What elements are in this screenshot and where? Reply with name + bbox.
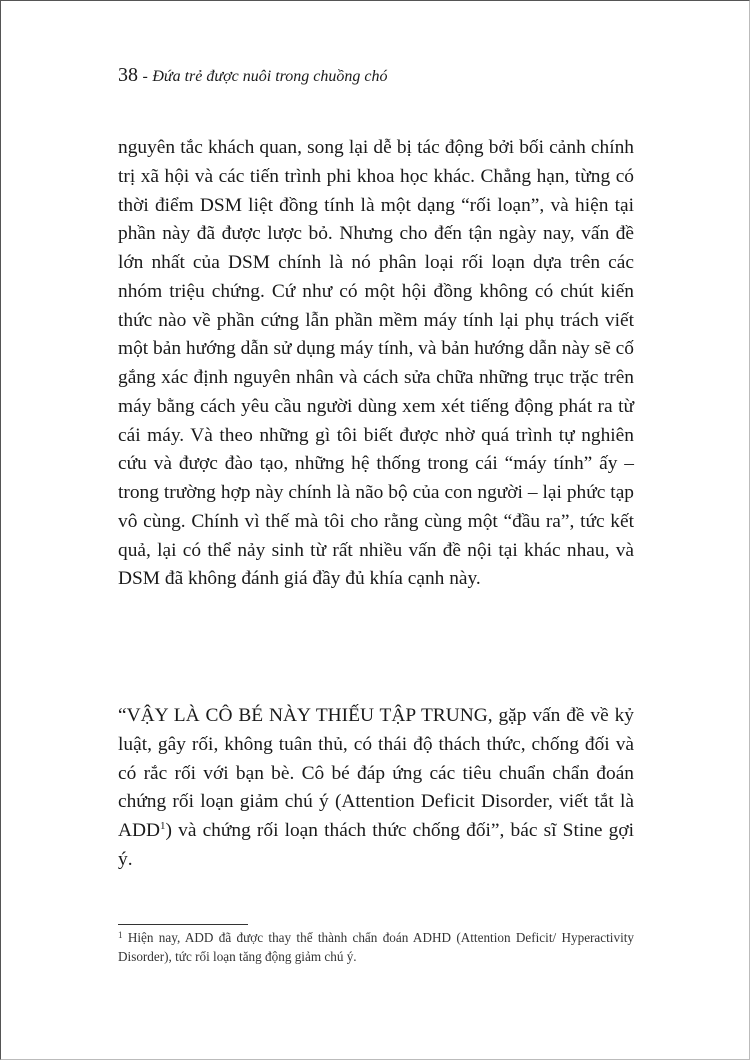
page-number: 38 <box>118 64 138 86</box>
footnote-text: Hiện nay, ADD đã được thay thế thành chẩn đoán ADHD (Attention Deficit/ Hyperactivity Disorder), tức rối loạn tăng động giảm chú ý. <box>118 930 634 964</box>
footnote-reference: 1 <box>160 820 166 832</box>
header-separator: - <box>142 68 148 85</box>
book-title: Đứa trẻ được nuôi trong chuồng chó <box>152 68 388 85</box>
footnote-number: 1 <box>118 930 123 940</box>
body-paragraph-1: nguyên tắc khách quan, song lại dễ bị tác động bởi bối cảnh chính trị xã hội và các tiến trình phi khoa học khác. Chẳng hạn, từng có thời điểm DSM liệt đồng tính là một dạng “rối loạn”, và hiện tại phần này đã được lược bỏ. Nhưng cho đến tận ngày nay, vấn đề lớn nhất của DSM chính là nó phân loại rối loạn dựa trên các nhóm triệu chứng. Cứ như có một hội đồng không có chút kiến thức nào về phần cứng lẫn phần mềm máy tính lại phụ trách viết một bản hướng dẫn sử dụng máy tính, và bản hướng dẫn này sẽ cố gắng xác định nguyên nhân và cách sửa chữa những trục trặc trên máy bằng cách yêu cầu người dùng xem xét tiếng động phát ra từ cái máy. Và theo những gì tôi biết được nhờ quá trình tự nghiên cứu và được đào tạo, những hệ thống trong cái “máy tính” ấy – trong trường hợp này chính là não bộ của con người – lại phức tạp vô cùng. Chính vì thế mà tôi cho rằng cùng một “đầu ra”, tức kết quả, lại có thể nảy sinh từ rất nhiều vấn đề nội tại khác nhau, và DSM đã không đánh giá đầy đủ khía cạnh này. <box>118 137 634 590</box>
footnote-divider <box>118 924 248 925</box>
footnote <box>118 928 634 966</box>
paragraph-2-text-end: ) và chứng rối loạn thách thức chống đối”, bác sĩ Stine gợi ý. <box>118 820 634 870</box>
running-header <box>118 64 387 87</box>
paragraph-2-text-start: “VẬY LÀ CÔ BÉ NÀY THIẾU TẬP TRUNG, gặp vấn đề về kỷ luật, gây rối, không tuân thủ, có thái độ thách thức, chống đối và có rắc rối với bạn bè. Cô bé đáp ứng các tiêu chuẩn chẩn đoán chứng rối loạn giảm chú ý (Attention Deficit Disorder, viết tắt là ADD <box>118 705 634 841</box>
body-paragraph-2 <box>118 702 634 875</box>
